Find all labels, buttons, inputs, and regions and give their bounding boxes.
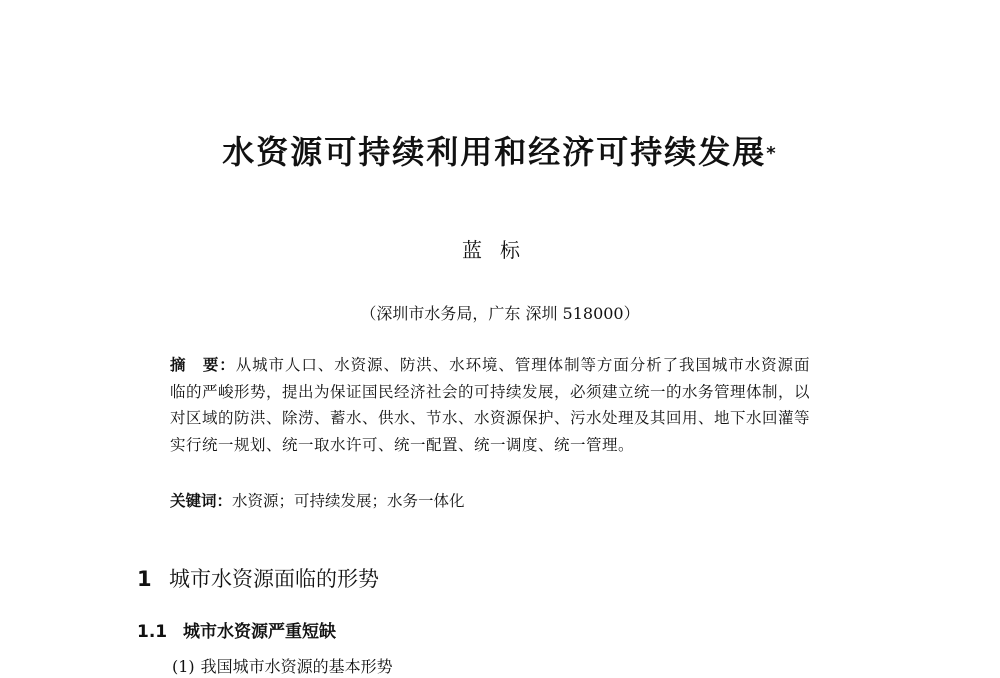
author-name: 蓝标 <box>462 238 538 262</box>
keywords-text: 水资源；可持续发展；水务一体化 <box>232 492 465 510</box>
abstract-label: 摘 要： <box>170 356 236 374</box>
paper-title-text: 水资源可持续利用和经济可持续发展 <box>222 133 767 171</box>
keywords-label: 关键词： <box>170 492 233 510</box>
subsection-title: 城市水资源严重短缺 <box>183 622 336 642</box>
subsection-heading-1-1 <box>137 620 336 644</box>
author-affiliation: （深圳市水务局，广东 深圳 518000） <box>360 304 640 323</box>
section-title: 城市水资源面临的形势 <box>169 567 379 591</box>
abstract-text: 从城市人口、水资源、防洪、水环境、管理体制等方面分析了我国城市水资源面临的严峻形势，提出为保证国民经济社会的可持续发展，必须建立统一的水务管理体制，以对区域的防洪、除涝、蓄水、供水、节水、水资源保护、污水处理及其回用、地下水回灌等实行统一规划、统一取水许可、统一配置、统一调度、统一管理。 <box>170 356 811 454</box>
paragraph-number: (1) <box>172 657 195 676</box>
section-number: 1 <box>137 567 152 591</box>
abstract <box>170 352 810 458</box>
paragraph-title: 我国城市水资源的基本形势 <box>200 657 393 676</box>
section-heading-1 <box>137 565 379 593</box>
title-footnote-mark: * <box>766 143 778 164</box>
subsection-number: 1.1 <box>137 622 168 642</box>
keywords <box>170 489 810 513</box>
paper-title <box>0 132 1000 172</box>
